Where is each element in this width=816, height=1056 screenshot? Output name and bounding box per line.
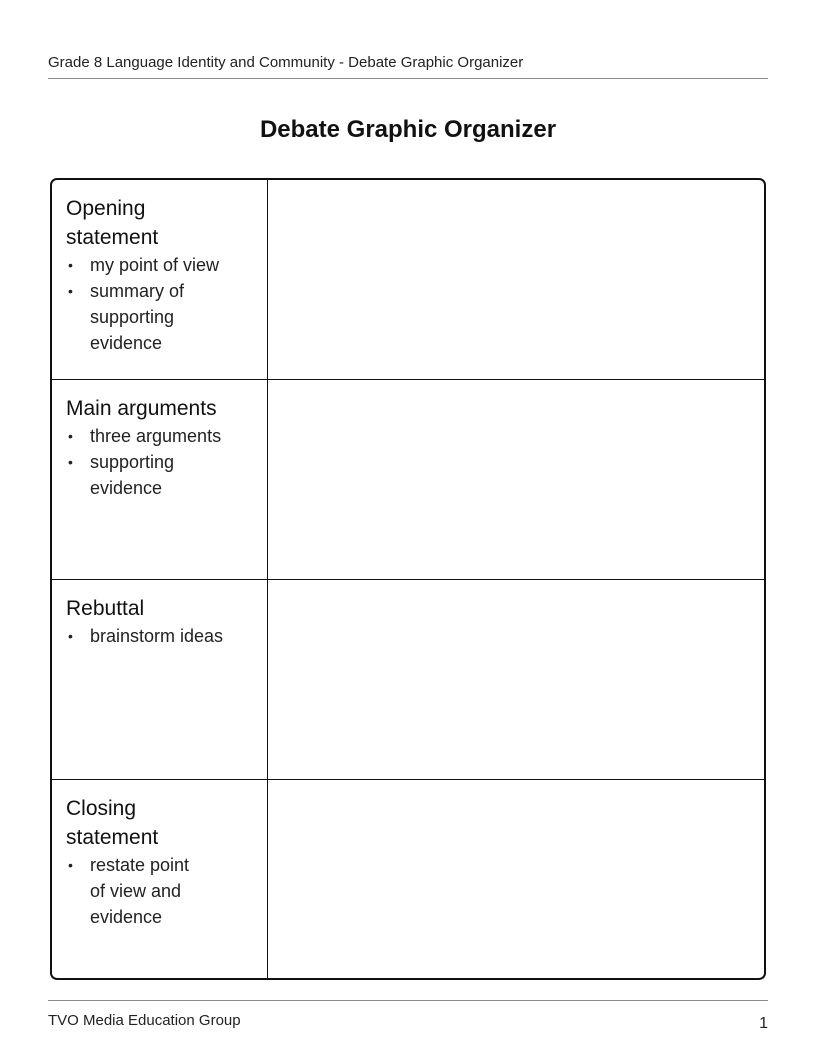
bullet-text-line: evidence bbox=[90, 333, 163, 353]
bullet-item bbox=[66, 278, 257, 356]
footer-divider bbox=[48, 1000, 768, 1001]
answer-area-opening-statement[interactable] bbox=[268, 180, 764, 379]
organizer-row-closing-statement bbox=[52, 780, 764, 978]
organizer-row-rebuttal bbox=[52, 580, 764, 780]
answer-area-closing-statement[interactable] bbox=[268, 780, 764, 978]
bullet-dot-icon: • bbox=[68, 257, 73, 273]
footer-publisher: TVO Media Education Group bbox=[48, 1012, 241, 1029]
bullet-list bbox=[66, 252, 257, 356]
row-label-cell bbox=[52, 180, 268, 379]
bullet-text-line: my point of view bbox=[90, 255, 220, 275]
row-heading-line: Opening bbox=[66, 197, 146, 220]
page-number: 1 bbox=[759, 1015, 768, 1032]
bullet-list bbox=[66, 623, 257, 649]
bullet-text-line: supporting bbox=[90, 452, 175, 472]
bullet-text-line: summary of bbox=[90, 281, 185, 301]
bullet-dot-icon: • bbox=[68, 454, 73, 470]
bullet-item bbox=[66, 449, 257, 501]
row-heading-line: statement bbox=[66, 226, 159, 249]
bullet-item bbox=[66, 852, 257, 930]
bullet-text-line: restate point bbox=[90, 855, 190, 875]
debate-organizer-table bbox=[50, 178, 766, 980]
bullet-item bbox=[66, 623, 257, 649]
bullet-dot-icon: • bbox=[68, 857, 73, 873]
row-label-cell bbox=[52, 580, 268, 779]
row-heading bbox=[66, 194, 257, 252]
row-heading bbox=[66, 794, 257, 852]
row-heading bbox=[66, 594, 257, 623]
bullet-text-line: three arguments bbox=[90, 426, 222, 446]
row-label-cell bbox=[52, 380, 268, 579]
answer-area-rebuttal[interactable] bbox=[268, 580, 764, 779]
bullet-list bbox=[66, 852, 257, 930]
organizer-row-main-arguments bbox=[52, 380, 764, 580]
organizer-row-opening-statement bbox=[52, 180, 764, 380]
bullet-dot-icon: • bbox=[68, 628, 73, 644]
row-heading-line: Closing bbox=[66, 797, 137, 820]
bullet-dot-icon: • bbox=[68, 428, 73, 444]
bullet-text-line: evidence bbox=[90, 907, 163, 927]
page-title: Debate Graphic Organizer bbox=[259, 116, 557, 143]
row-heading bbox=[66, 394, 257, 423]
answer-area-main-arguments[interactable] bbox=[268, 380, 764, 579]
bullet-text-line: supporting bbox=[90, 307, 175, 327]
bullet-text-line: evidence bbox=[90, 478, 163, 498]
row-heading-line: Main arguments bbox=[66, 397, 217, 420]
bullet-item bbox=[66, 423, 257, 449]
row-label-cell bbox=[52, 780, 268, 978]
row-heading-line: statement bbox=[66, 826, 159, 849]
document-header: Grade 8 Language Identity and Community - Debate Graphic Organizer bbox=[48, 54, 524, 71]
bullet-item bbox=[66, 252, 257, 278]
header-divider bbox=[48, 78, 768, 79]
bullet-text-line: brainstorm ideas bbox=[90, 626, 224, 646]
bullet-list bbox=[66, 423, 257, 501]
bullet-text-line: of view and bbox=[90, 881, 182, 901]
bullet-dot-icon: • bbox=[68, 283, 73, 299]
row-heading-line: Rebuttal bbox=[66, 597, 145, 620]
